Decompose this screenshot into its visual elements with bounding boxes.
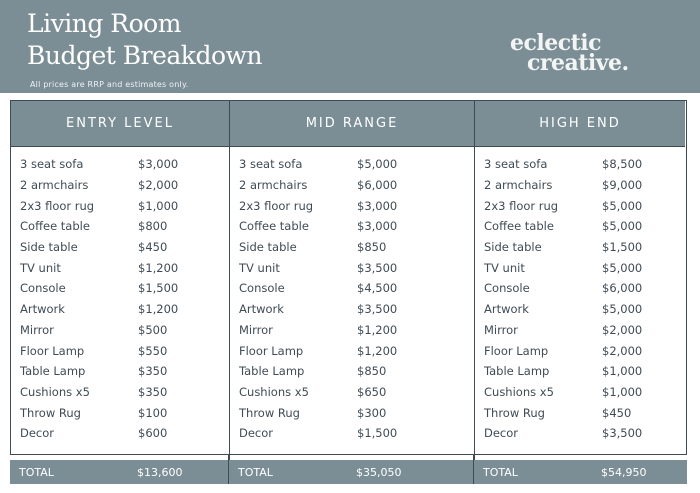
item-name: 2 armchairs [239, 178, 308, 193]
table-row [475, 175, 685, 196]
totals-bar [10, 460, 687, 484]
table-row [475, 402, 685, 423]
item-price: $6,000 [602, 281, 643, 296]
header-banner [0, 0, 700, 93]
table-row [230, 320, 474, 341]
item-price: $2,000 [602, 322, 643, 337]
table-row [11, 299, 229, 320]
total-label: TOTAL [483, 465, 518, 479]
table-row [475, 299, 685, 320]
item-price: $4,500 [357, 281, 398, 296]
item-price: $800 [138, 219, 168, 234]
item-name: Throw Rug [20, 405, 81, 420]
tier-header: HIGH END [475, 101, 685, 147]
item-name: 3 seat sofa [239, 157, 303, 172]
item-name: Console [20, 281, 66, 296]
item-price: $600 [138, 426, 168, 441]
item-name: Side table [484, 240, 542, 255]
item-price: $5,000 [602, 302, 643, 317]
item-price: $1,500 [602, 240, 643, 255]
item-name: 3 seat sofa [484, 157, 548, 172]
item-price: $1,200 [357, 322, 398, 337]
table-row [230, 402, 474, 423]
item-price: $2,000 [138, 178, 179, 193]
item-name: 2 armchairs [484, 178, 553, 193]
item-name: Coffee table [484, 219, 554, 234]
item-name: Cushions x5 [484, 384, 554, 399]
item-price: $300 [357, 405, 387, 420]
item-price: $5,000 [602, 198, 643, 213]
table-row [475, 257, 685, 278]
total-value: $54,950 [601, 465, 647, 479]
item-price: $500 [138, 322, 168, 337]
table-row [11, 216, 229, 237]
logo-line-1: eclectic [510, 30, 602, 56]
item-price: $1,000 [602, 364, 643, 379]
table-row [11, 320, 229, 341]
total-label: TOTAL [19, 465, 54, 479]
total-cell-mid-range [229, 460, 474, 484]
table-row [11, 361, 229, 382]
table-row [11, 237, 229, 258]
item-price: $450 [602, 405, 632, 420]
item-price: $1,500 [357, 426, 398, 441]
item-name: Artwork [20, 302, 65, 317]
title-line-2: Budget Breakdown [27, 41, 262, 70]
logo-line-2: creative. [527, 50, 629, 76]
item-name: Mirror [20, 322, 54, 337]
tier-column-entry-level [11, 101, 230, 454]
item-price: $5,000 [602, 219, 643, 234]
total-value: $13,600 [137, 465, 183, 479]
item-price: $3,500 [602, 426, 643, 441]
table-row [230, 216, 474, 237]
table-row [475, 382, 685, 403]
item-name: TV unit [484, 260, 525, 275]
item-price: $3,500 [357, 260, 398, 275]
table-row [230, 278, 474, 299]
item-name: Floor Lamp [484, 343, 549, 358]
item-price: $2,000 [602, 343, 643, 358]
item-name: Mirror [484, 322, 518, 337]
table-row [230, 423, 474, 444]
title-line-1: Living Room [27, 9, 181, 38]
table-row [475, 154, 685, 175]
item-price: $5,000 [602, 260, 643, 275]
total-cell-entry-level [10, 460, 229, 484]
page-title [27, 8, 262, 72]
total-value: $35,050 [356, 465, 402, 479]
item-price: $3,000 [138, 157, 179, 172]
table-row [475, 361, 685, 382]
table-row [230, 237, 474, 258]
item-name: 2x3 floor rug [20, 198, 95, 213]
item-price: $3,000 [357, 198, 398, 213]
item-name: Decor [484, 426, 519, 441]
item-name: Table Lamp [484, 364, 550, 379]
item-name: Decor [20, 426, 55, 441]
disclaimer: All prices are RRP and estimates only. [30, 80, 189, 89]
item-price: $650 [357, 384, 387, 399]
table-row [11, 423, 229, 444]
item-price: $1,200 [357, 343, 398, 358]
table-row [230, 382, 474, 403]
item-name: Decor [239, 426, 274, 441]
table-row [11, 154, 229, 175]
item-name: Console [239, 281, 285, 296]
item-name: 2x3 floor rug [239, 198, 314, 213]
item-price: $3,500 [357, 302, 398, 317]
tier-header: ENTRY LEVEL [11, 101, 229, 147]
item-name: Floor Lamp [239, 343, 304, 358]
item-price: $850 [357, 364, 387, 379]
table-row [11, 382, 229, 403]
item-name: 2 armchairs [20, 178, 89, 193]
brand-logo [510, 30, 629, 76]
item-price: $1,000 [138, 198, 179, 213]
item-name: Side table [20, 240, 78, 255]
table-row [230, 175, 474, 196]
tier-column-mid-range [230, 101, 475, 454]
table-row [230, 195, 474, 216]
table-row [475, 423, 685, 444]
table-row [11, 195, 229, 216]
item-price: $850 [357, 240, 387, 255]
item-name: 3 seat sofa [20, 157, 84, 172]
tier-header: MID RANGE [230, 101, 474, 147]
tier-column-high-end [475, 101, 685, 454]
item-name: 2x3 floor rug [484, 198, 559, 213]
table-row [475, 278, 685, 299]
item-name: Throw Rug [484, 405, 545, 420]
table-row [475, 340, 685, 361]
item-price: $1,200 [138, 260, 179, 275]
item-name: Side table [239, 240, 297, 255]
item-price: $1,500 [138, 281, 179, 296]
table-row [230, 361, 474, 382]
item-name: Throw Rug [239, 405, 300, 420]
table-row [230, 340, 474, 361]
item-name: Table Lamp [20, 364, 86, 379]
item-price: $350 [138, 364, 168, 379]
table-row [11, 340, 229, 361]
table-row [11, 278, 229, 299]
item-name: Console [484, 281, 530, 296]
item-name: Table Lamp [239, 364, 305, 379]
item-name: TV unit [239, 260, 280, 275]
item-name: Artwork [239, 302, 284, 317]
table-row [230, 154, 474, 175]
table-row [475, 237, 685, 258]
table-row [230, 257, 474, 278]
table-row [475, 195, 685, 216]
total-label: TOTAL [238, 465, 273, 479]
item-name: TV unit [20, 260, 61, 275]
item-price: $100 [138, 405, 168, 420]
item-name: Artwork [484, 302, 529, 317]
item-name: Mirror [239, 322, 273, 337]
total-cell-high-end [474, 460, 684, 484]
item-price: $8,500 [602, 157, 643, 172]
item-name: Floor Lamp [20, 343, 85, 358]
item-price: $1,000 [602, 384, 643, 399]
table-row [230, 299, 474, 320]
item-name: Coffee table [20, 219, 90, 234]
item-name: Cushions x5 [239, 384, 309, 399]
item-price: $9,000 [602, 178, 643, 193]
item-price: $6,000 [357, 178, 398, 193]
item-price: $5,000 [357, 157, 398, 172]
item-price: $1,200 [138, 302, 179, 317]
table-row [11, 402, 229, 423]
table-row [11, 257, 229, 278]
item-name: Coffee table [239, 219, 309, 234]
item-price: $3,000 [357, 219, 398, 234]
table-row [11, 175, 229, 196]
item-name: Cushions x5 [20, 384, 90, 399]
table-row [475, 216, 685, 237]
budget-table [10, 100, 687, 455]
table-row [475, 320, 685, 341]
item-price: $450 [138, 240, 168, 255]
item-price: $350 [138, 384, 168, 399]
item-price: $550 [138, 343, 168, 358]
